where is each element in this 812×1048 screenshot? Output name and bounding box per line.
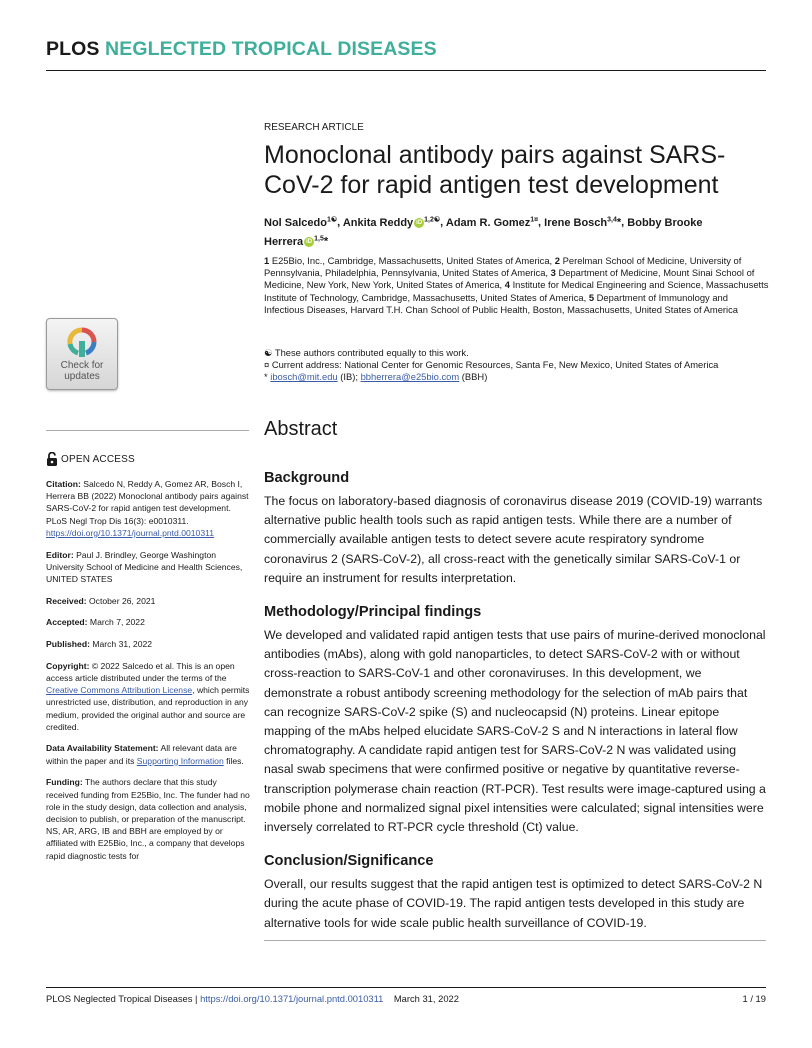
page-footer xyxy=(46,993,766,1004)
open-access-label: OPEN ACCESS xyxy=(46,452,135,466)
current-address-note: ¤ Current address: National Center for Genomic Resources, Santa Fe, New Mexico, United States of America xyxy=(264,359,719,371)
supporting-info-link[interactable]: Supporting Information xyxy=(136,755,224,766)
check-for-updates-button[interactable] xyxy=(46,318,118,390)
author[interactable]: Ankita Reddy iD $^{1,2☯}$ xyxy=(342,216,441,229)
author[interactable]: Nol Salcedo$^{1☯}$ xyxy=(264,216,338,229)
citation-doi-link[interactable]: https://doi.org/10.1371/journal.pntd.0010311 xyxy=(46,527,215,538)
license-link[interactable]: Creative Commons Attribution License xyxy=(46,685,193,696)
section-text: We developed and validated rapid antigen tests that use pairs of murine-derived monoclonal antibodies (mAbs), along with gold nanoparticles, to detect SARS-CoV-2 with or without cross-reaction to SARS-CoV-1 and other coronaviruses. In this development, we demonstrate a robust antibody screening methodology for the selection of mAb pairs that can recognize SARS-CoV-2 spike (S) and nucleocapsid (N) proteins. Linear epitope mapping of the mAbs helped elucidate SARS-CoV-2 S and N interactions in lateral flow chromatography. A candidate rapid antigen test for SARS-CoV-2 N was validated using nasal swab specimens that were confirmed positive or negative by quantitative reverse-transcription polymerase chain reaction (RT-PCR). Test results were image-captured using a mobile phone and normalized signal pixel intensities were calculated; signal intensities were inversely correlated to RT-PCR cycle threshold (Ct) value. xyxy=(264,628,766,835)
badge-label: Check for updates xyxy=(60,360,104,382)
section-heading: Conclusion/Significance xyxy=(264,853,434,870)
orcid-icon[interactable]: iD xyxy=(306,238,313,245)
accepted-date: Accepted: March 7, 2022 xyxy=(46,617,145,628)
author-list: Nol Salcedo$^{1☯}$, Ankita Reddy iD $^{1,2☯}$, Adam R. Gomez$^{1¤}$, Irene Bosch$^{3,4}$*, Bobby Brooke Herrera iD $^{1,5}$* xyxy=(264,216,703,248)
author-notes xyxy=(264,347,774,384)
article-type: RESEARCH ARTICLE xyxy=(264,122,364,133)
data-availability: Data Availability Statement: All relevant data are within the paper and its Supporting Information files. xyxy=(46,743,244,766)
crossmark-icon xyxy=(65,325,99,359)
article-info-sidebar xyxy=(46,478,251,871)
citation: Citation: Salcedo N, Reddy A, Gomez AR, Bosch I, Herrera BB (2022) Monoclonal antibody pairs against SARS-CoV-2 for rapid antigen test development. PLoS Negl Trop Dis 16(3): e0010311. https://doi.org/10.1371/journal.pntd.0010311 xyxy=(46,479,249,538)
email-link[interactable]: bbherrera@e25bio.com xyxy=(360,371,460,383)
orcid-icon[interactable]: iD xyxy=(416,219,423,226)
abstract-body xyxy=(264,468,767,947)
footer-doi-link[interactable]: https://doi.org/10.1371/journal.pntd.0010311 xyxy=(200,993,384,1004)
article-title: Monoclonal antibody pairs against SARS-CoV-2 for rapid antigen test development xyxy=(264,141,726,199)
email-link[interactable]: ibosch@mit.edu xyxy=(270,371,338,383)
author[interactable]: Bobby Brooke Herrera iD $^{1,5}$ xyxy=(264,216,703,248)
section-text: Overall, our results suggest that the rapid antigen test is optimized to detect SARS-CoV-2 N during the acute phase of COVID-19. The rapid antigen tests developed in this study are alternative tools for wide scale public health surveillance of COVID-19. xyxy=(264,877,763,930)
copyright: Copyright: © 2022 Salcedo et al. This is an open access article distributed under the terms of the Creative Commons Attribution License, which permits unrestricted use, distribution, and reproduction in any medium, provided the original author and source are credited. xyxy=(46,660,250,732)
section-heading: Background xyxy=(264,470,350,486)
affiliations: 1 E25Bio, Inc., Cambridge, Massachusetts, United States of America, 2 Perelman School of Medicine, University of Pennsylvania, Philadelphia, Pennsylvania, United States of America, 3 Department of Medicine, Mount Sinai School of Medicine, New York, New York, United States of America, 4 Institute for Medical Engineering and Science, Massachusetts Institute of Technology, Cambridge, Massachusetts, United States of America, 5 Department of Immunology and Infectious Diseases, Harvard T.H. Chan School of Public Health, Boston, Massachusetts, United States of America xyxy=(264,255,769,315)
published-date: Published: March 31, 2022 xyxy=(46,639,153,650)
funding: Funding: The authors declare that this study received funding from E25Bio, Inc. The funder had no role in the study design, data collection and analysis, decision to publish, or preparation of the manuscript. NS, AR, ARG, IB and BBH are employed by or affiliated with E25Bio, Inc., a company that develops rapid diagnostic tests for xyxy=(46,777,250,861)
journal-header xyxy=(46,38,437,61)
author[interactable]: Adam R. Gomez$^{1¤}$ xyxy=(445,216,539,229)
journal-brand: PLOS xyxy=(46,38,100,60)
journal-name: NEGLECTED TROPICAL DISEASES xyxy=(105,38,437,60)
footer-divider xyxy=(46,987,766,988)
abstract-divider xyxy=(264,940,766,941)
section-heading: Methodology/Principal findings xyxy=(264,604,482,621)
abstract-heading: Abstract xyxy=(264,418,338,440)
open-lock-icon xyxy=(46,452,58,466)
page-number: 1 / 19 xyxy=(742,993,766,1004)
received-date: Received: October 26, 2021 xyxy=(46,595,156,606)
footer-citation: PLOS Neglected Tropical Diseases | https://doi.org/10.1371/journal.pntd.0010311 March 31, 2022 xyxy=(46,993,459,1004)
editor: Editor: Paul J. Brindley, George Washington University School of Medicine and Health Sciences, UNITED STATES xyxy=(46,549,243,584)
correspondence-note: * ibosch@mit.edu (IB); bbherrera@e25bio.com (BBH) xyxy=(264,371,488,383)
equal-contribution-note: ☯ These authors contributed equally to this work. xyxy=(264,347,469,358)
section-text: The focus on laboratory-based diagnosis of coronavirus disease 2019 (COVID-19) warrants alternative public health tools such as rapid antigen tests. While there are a number of commercially available antigen tests to detect severe acute respiratory syndrome coronavirus 2 (SARS-CoV-2), all cross-react with the genetically similar SARS-CoV-1 or require an instrument for results interpretation. xyxy=(264,494,763,585)
sidebar-divider xyxy=(46,430,249,431)
author[interactable]: Irene Bosch$^{3,4}$ xyxy=(544,216,617,229)
footer-date: March 31, 2022 xyxy=(393,993,459,1004)
header-divider xyxy=(46,70,766,71)
